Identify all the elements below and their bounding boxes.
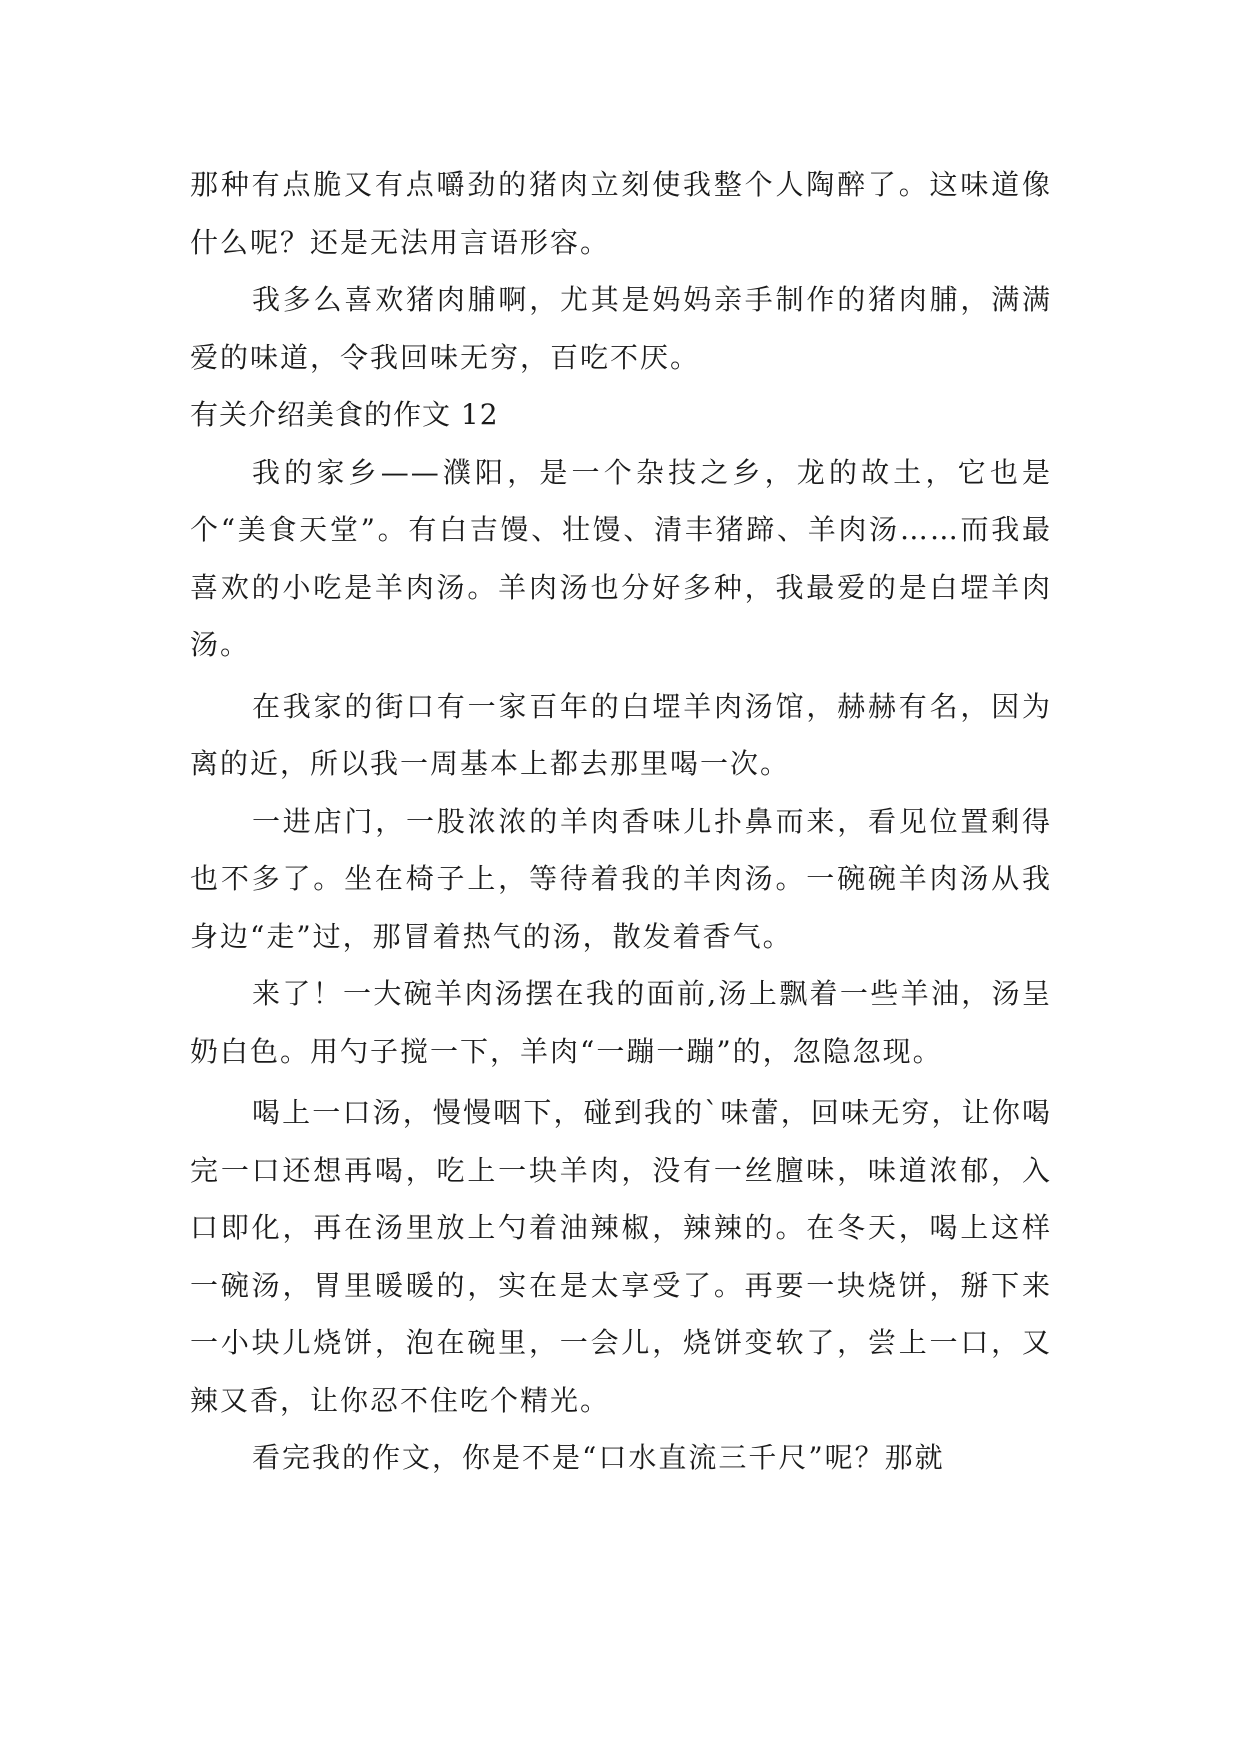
paragraph-entering-shop: 一进店门，一股浓浓的羊肉香味儿扑鼻而来，看见位置剩得也不多了。坐在椅子上，等待着我的羊肉汤。一碗碗羊肉汤从我身边“走”过，那冒着热气的汤，散发着香气。 [190,804,1052,953]
section-title: 有关介绍美食的作文 12 [190,398,499,431]
paragraph-tasting: 喝上一口汤，慢慢咽下，碰到我的`味蕾，回味无穷，让你喝完一口还想再喝，吃上一块羊肉，没有一丝膻味，味道浓郁，入口即化，再在汤里放上勺着油辣椒，辣辣的。在冬天，喝上这样一碗汤，胃里暖暖的，实在是太享受了。再要一块烧饼，掰下来一小块儿烧饼，泡在碗里，一会儿，烧饼变软了，尝上一口，又辣又香，让你忍不住吃个精光。 [190,1096,1052,1417]
paragraph-restaurant: 在我家的街口有一家百年的白堽羊肉汤馆，赫赫有名，因为离的近，所以我一周基本上都去那里喝一次。 [190,689,1052,780]
paragraph-pork-love: 我多么喜欢猪肉脯啊，尤其是妈妈亲手制作的猪肉脯，满满爱的味道，令我回味无穷，百吃不厌。 [190,283,1052,374]
document-body [190,156,1052,1487]
paragraph-closing: 看完我的作文，你是不是“口水直流三千尺”呢？那就 [252,1441,945,1474]
paragraph-soup-arrives: 来了！一大碗羊肉汤摆在我的面前,汤上飘着一些羊油，汤呈奶白色。用勺子搅一下，羊肉“一蹦一蹦”的，忽隐忽现。 [190,977,1052,1068]
paragraph-pork-taste: 那种有点脆又有点嚼劲的猪肉立刻使我整个人陶醉了。这味道像什么呢？还是无法用言语形容。 [190,168,1052,259]
paragraph-hometown: 我的家乡——濮阳，是一个杂技之乡，龙的故土，它也是个“美食天堂”。有白吉馒、壮馒、清丰猪蹄、羊肉汤……而我最喜欢的小吃是羊肉汤。羊肉汤也分好多种，我最爱的是白堽羊肉汤。 [190,455,1052,661]
